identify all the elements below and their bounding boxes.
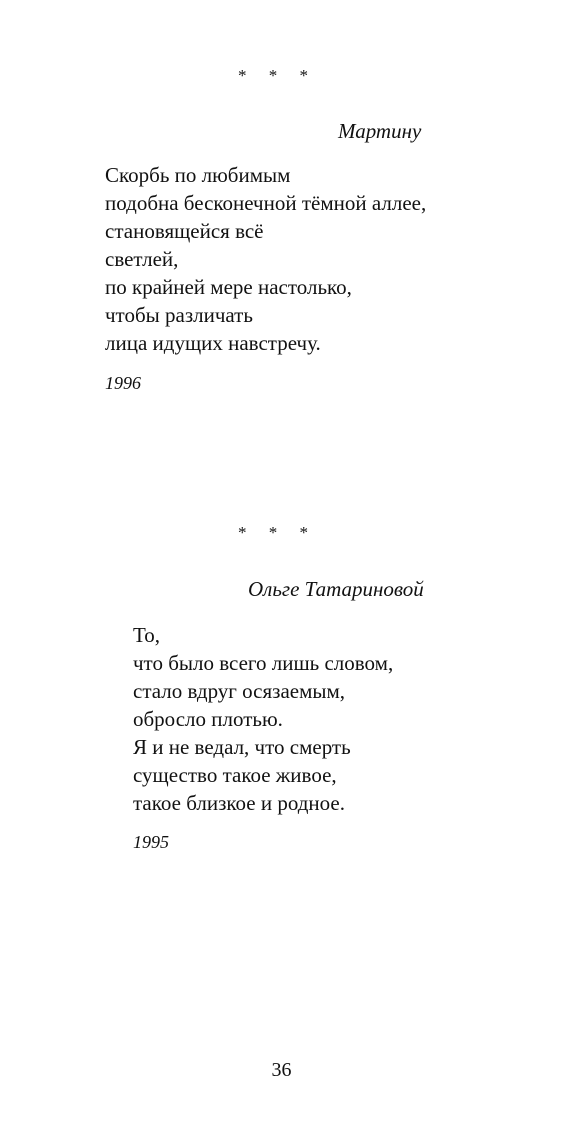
poem-2-dedication: Ольге Татариновой: [248, 577, 424, 601]
poem-1-line: подобна бесконечной тёмной аллее,: [105, 191, 427, 215]
poem-1-line: чтобы различать: [105, 303, 253, 327]
poem-1-line: светлей,: [105, 247, 179, 271]
poem-1-separator: * * *: [238, 66, 317, 85]
page-number: 36: [271, 1059, 292, 1081]
poem-2-line: что было всего лишь словом,: [133, 651, 394, 675]
poem-2-line: То,: [133, 623, 160, 647]
poem-1-dedication: Мартину: [338, 119, 422, 143]
poem-1-body: [105, 161, 426, 357]
poem-1-line: по крайней мере настолько,: [105, 275, 352, 299]
poem-1-line: лица идущих навстречу.: [105, 331, 321, 355]
poem-2-line: стало вдруг осязаемым,: [133, 679, 346, 703]
poem-2-line: существо такое живое,: [133, 763, 337, 787]
poem-2-line: Я и не ведал, что смерть: [133, 735, 351, 759]
poem-1-line: Скорбь по любимым: [105, 163, 291, 187]
poem-1-line: становящейся всё: [105, 219, 264, 243]
poem-2-body: [133, 621, 393, 817]
poem-2-line: такое близкое и родное.: [133, 791, 345, 815]
poem-2-line: обросло плотью.: [133, 707, 283, 731]
poem-2-year: 1995: [133, 832, 169, 852]
poem-1-year: 1996: [105, 373, 141, 393]
poem-2-separator: * * *: [238, 523, 317, 542]
